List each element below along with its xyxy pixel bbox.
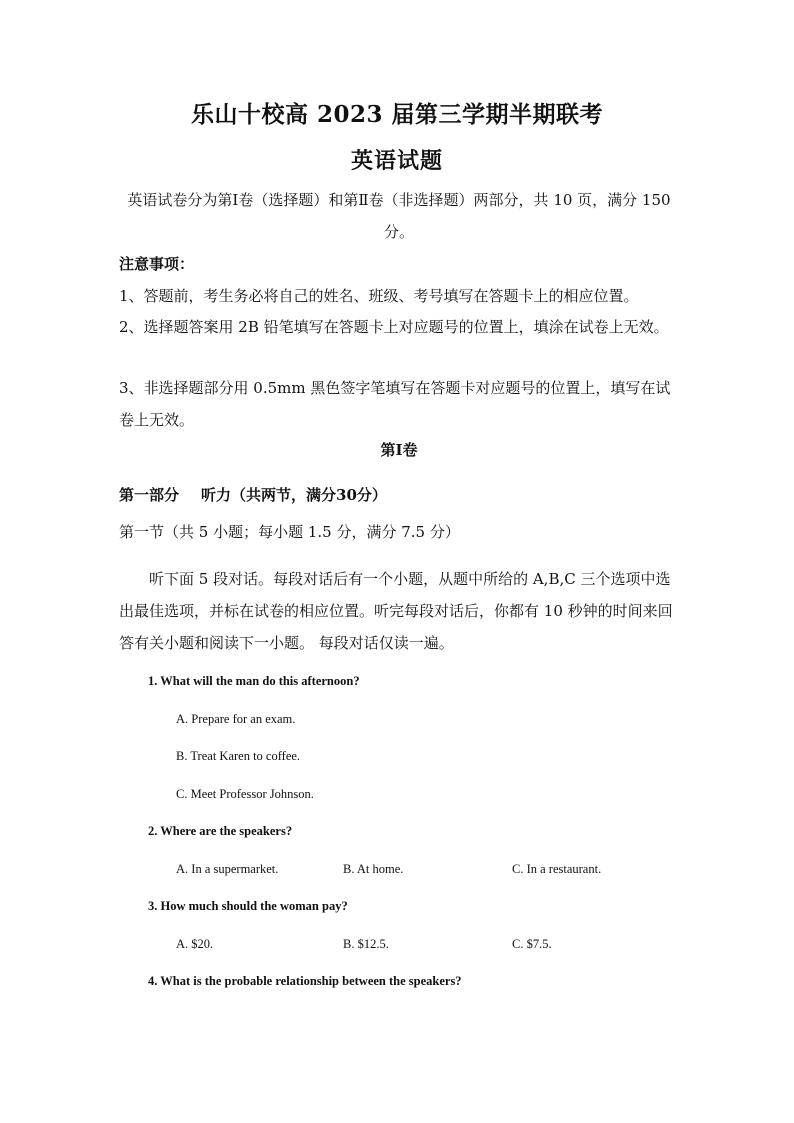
exam-title: 乐山十校高 2023 届第三学期半期联考 — [190, 101, 604, 128]
question-4: 4. What is the probable relationship between the speakers? — [148, 974, 462, 988]
exam-intro: 英语试卷分为第Ⅰ卷（选择题）和第Ⅱ卷（非选择题）两部分，共 10 页，满分 150 分。 — [127, 191, 671, 241]
volume-heading: 第Ⅰ卷 — [380, 441, 418, 459]
question-1-option-a: A. Prepare for an exam. — [176, 712, 296, 726]
question-2: 2. Where are the speakers? — [148, 824, 293, 838]
part-heading — [119, 479, 679, 511]
section-instructions: 听下面 5 段对话。每段对话后有一个小题，从题中所给的 A,B,C 三个选项中选出最佳选项，并标在试卷的相应位置。听完每段对话后，你都有 10 秒钟的时间来回答有关小题和阅读下一小题。 每段对话仅读一遍。 — [119, 570, 673, 652]
section-heading: 第一节（共 5 小题；每小题 1.5 分，满分 7.5 分） — [119, 523, 460, 541]
exam-subject: 英语试题 — [350, 148, 443, 174]
note-item-2: 2、选择题答案用 2B 铅笔填写在答题卡上对应题号的位置上，填涂在试卷上无效。 — [119, 318, 669, 336]
part-label: 第一部分 — [119, 486, 180, 504]
question-1: 1. What will the man do this afternoon? — [148, 674, 360, 688]
part-title: 听力（共两节，满分30分） — [201, 486, 387, 504]
question-2-option-c: C. In a restaurant. — [512, 862, 602, 876]
question-2-option-b: B. At home. — [343, 862, 404, 876]
question-1-option-b: B. Treat Karen to coffee. — [176, 749, 301, 763]
note-item-3: 3、非选择题部分用 0.5mm 黑色签字笔填写在答题卡对应题号的位置上，填写在试卷上无效。 — [119, 379, 671, 429]
question-3-option-a: A. $20. — [176, 937, 214, 951]
question-3-option-c: C. $7.5. — [512, 937, 552, 951]
question-3: 3. How much should the woman pay? — [148, 899, 348, 913]
question-2-option-a: A. In a supermarket. — [176, 862, 279, 876]
question-3-option-b: B. $12.5. — [343, 937, 389, 951]
notes-heading: 注意事项： — [119, 255, 195, 273]
note-item-1: 1、答题前，考生务必将自己的姓名、班级、考号填写在答题卡上的相应位置。 — [119, 287, 639, 305]
question-1-option-c: C. Meet Professor Johnson. — [176, 787, 314, 801]
